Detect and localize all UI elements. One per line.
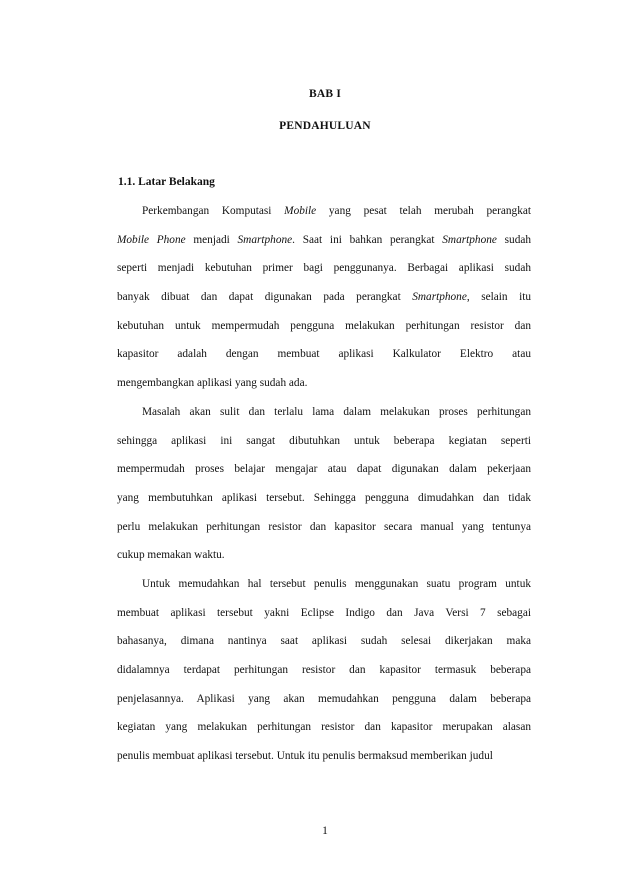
italic-term: Mobile Phone xyxy=(117,233,186,246)
section-title: 1.1. Latar Belakang xyxy=(118,176,215,188)
italic-term: Smartphone xyxy=(442,233,497,246)
paragraph-line: perlu melakukan perhitungan resistor dan kapasitor secara manual yang tentunya xyxy=(117,520,531,533)
paragraph-line: Mobile Phone menjadi Smartphone. Saat ini bahkan perangkat Smartphone sudah xyxy=(117,233,532,246)
paragraph-line: banyak dibuat dan dapat digunakan pada perangkat Smartphone, selain itu xyxy=(117,291,531,304)
paragraph-line: kebutuhan untuk mempermudah pengguna melakukan perhitungan resistor dan xyxy=(117,319,531,332)
paragraph-line: kegiatan yang melakukan perhitungan resistor dan kapasitor merupakan alasan xyxy=(117,721,531,734)
paragraph-1 xyxy=(117,197,531,398)
paragraph-line: mempermudah proses belajar mengajar atau dapat digunakan dalam pekerjaan xyxy=(117,463,531,476)
paragraph-line: kapasitor adalah dengan membuat aplikasi Kalkulator Elektro atau xyxy=(117,348,531,361)
page-number: 1 xyxy=(322,825,328,837)
paragraph-line: penulis membuat aplikasi tersebut. Untuk itu penulis bermaksud memberikan judul xyxy=(117,750,493,763)
paragraph-line: membuat aplikasi tersebut yakni Eclipse Indigo dan Java Versi 7 sebagai xyxy=(117,606,531,619)
paragraph-line: sehingga aplikasi ini sangat dibutuhkan untuk beberapa kegiatan seperti xyxy=(117,434,531,447)
paragraph-line: Masalah akan sulit dan terlalu lama dalam melakukan proses perhitungan xyxy=(142,406,531,418)
paragraph-line: didalamnya terdapat perhitungan resistor dan kapasitor termasuk beberapa xyxy=(117,664,531,677)
italic-term: Smartphone xyxy=(412,291,467,304)
paragraph-line: Perkembangan Komputasi Mobile yang pesat telah merubah perangkat xyxy=(142,205,531,217)
chapter-label: BAB I xyxy=(309,88,341,100)
paragraph-line: cukup memakan waktu. xyxy=(117,549,225,562)
paragraph-line: yang membutuhkan aplikasi tersebut. Sehingga pengguna dimudahkan dan tidak xyxy=(117,492,531,505)
paragraph-line: seperti menjadi kebutuhan primer bagi penggunanya. Berbagai aplikasi sudah xyxy=(117,262,531,275)
italic-term: Mobile xyxy=(284,205,317,217)
italic-term: Smartphone xyxy=(237,233,293,246)
paragraph-2 xyxy=(117,398,531,570)
paragraph-line: penjelasannya. Aplikasi yang akan memudahkan pengguna dalam beberapa xyxy=(117,692,531,705)
paragraph-line: bahasanya, dimana nantinya saat aplikasi sudah selesai dikerjakan maka xyxy=(117,635,531,648)
chapter-title: PENDAHULUAN xyxy=(279,120,371,132)
paragraph-line: Untuk memudahkan hal tersebut penulis menggunakan suatu program untuk xyxy=(142,578,531,590)
paragraph-line: mengembangkan aplikasi yang sudah ada. xyxy=(117,377,308,390)
paragraph-3 xyxy=(117,570,531,771)
